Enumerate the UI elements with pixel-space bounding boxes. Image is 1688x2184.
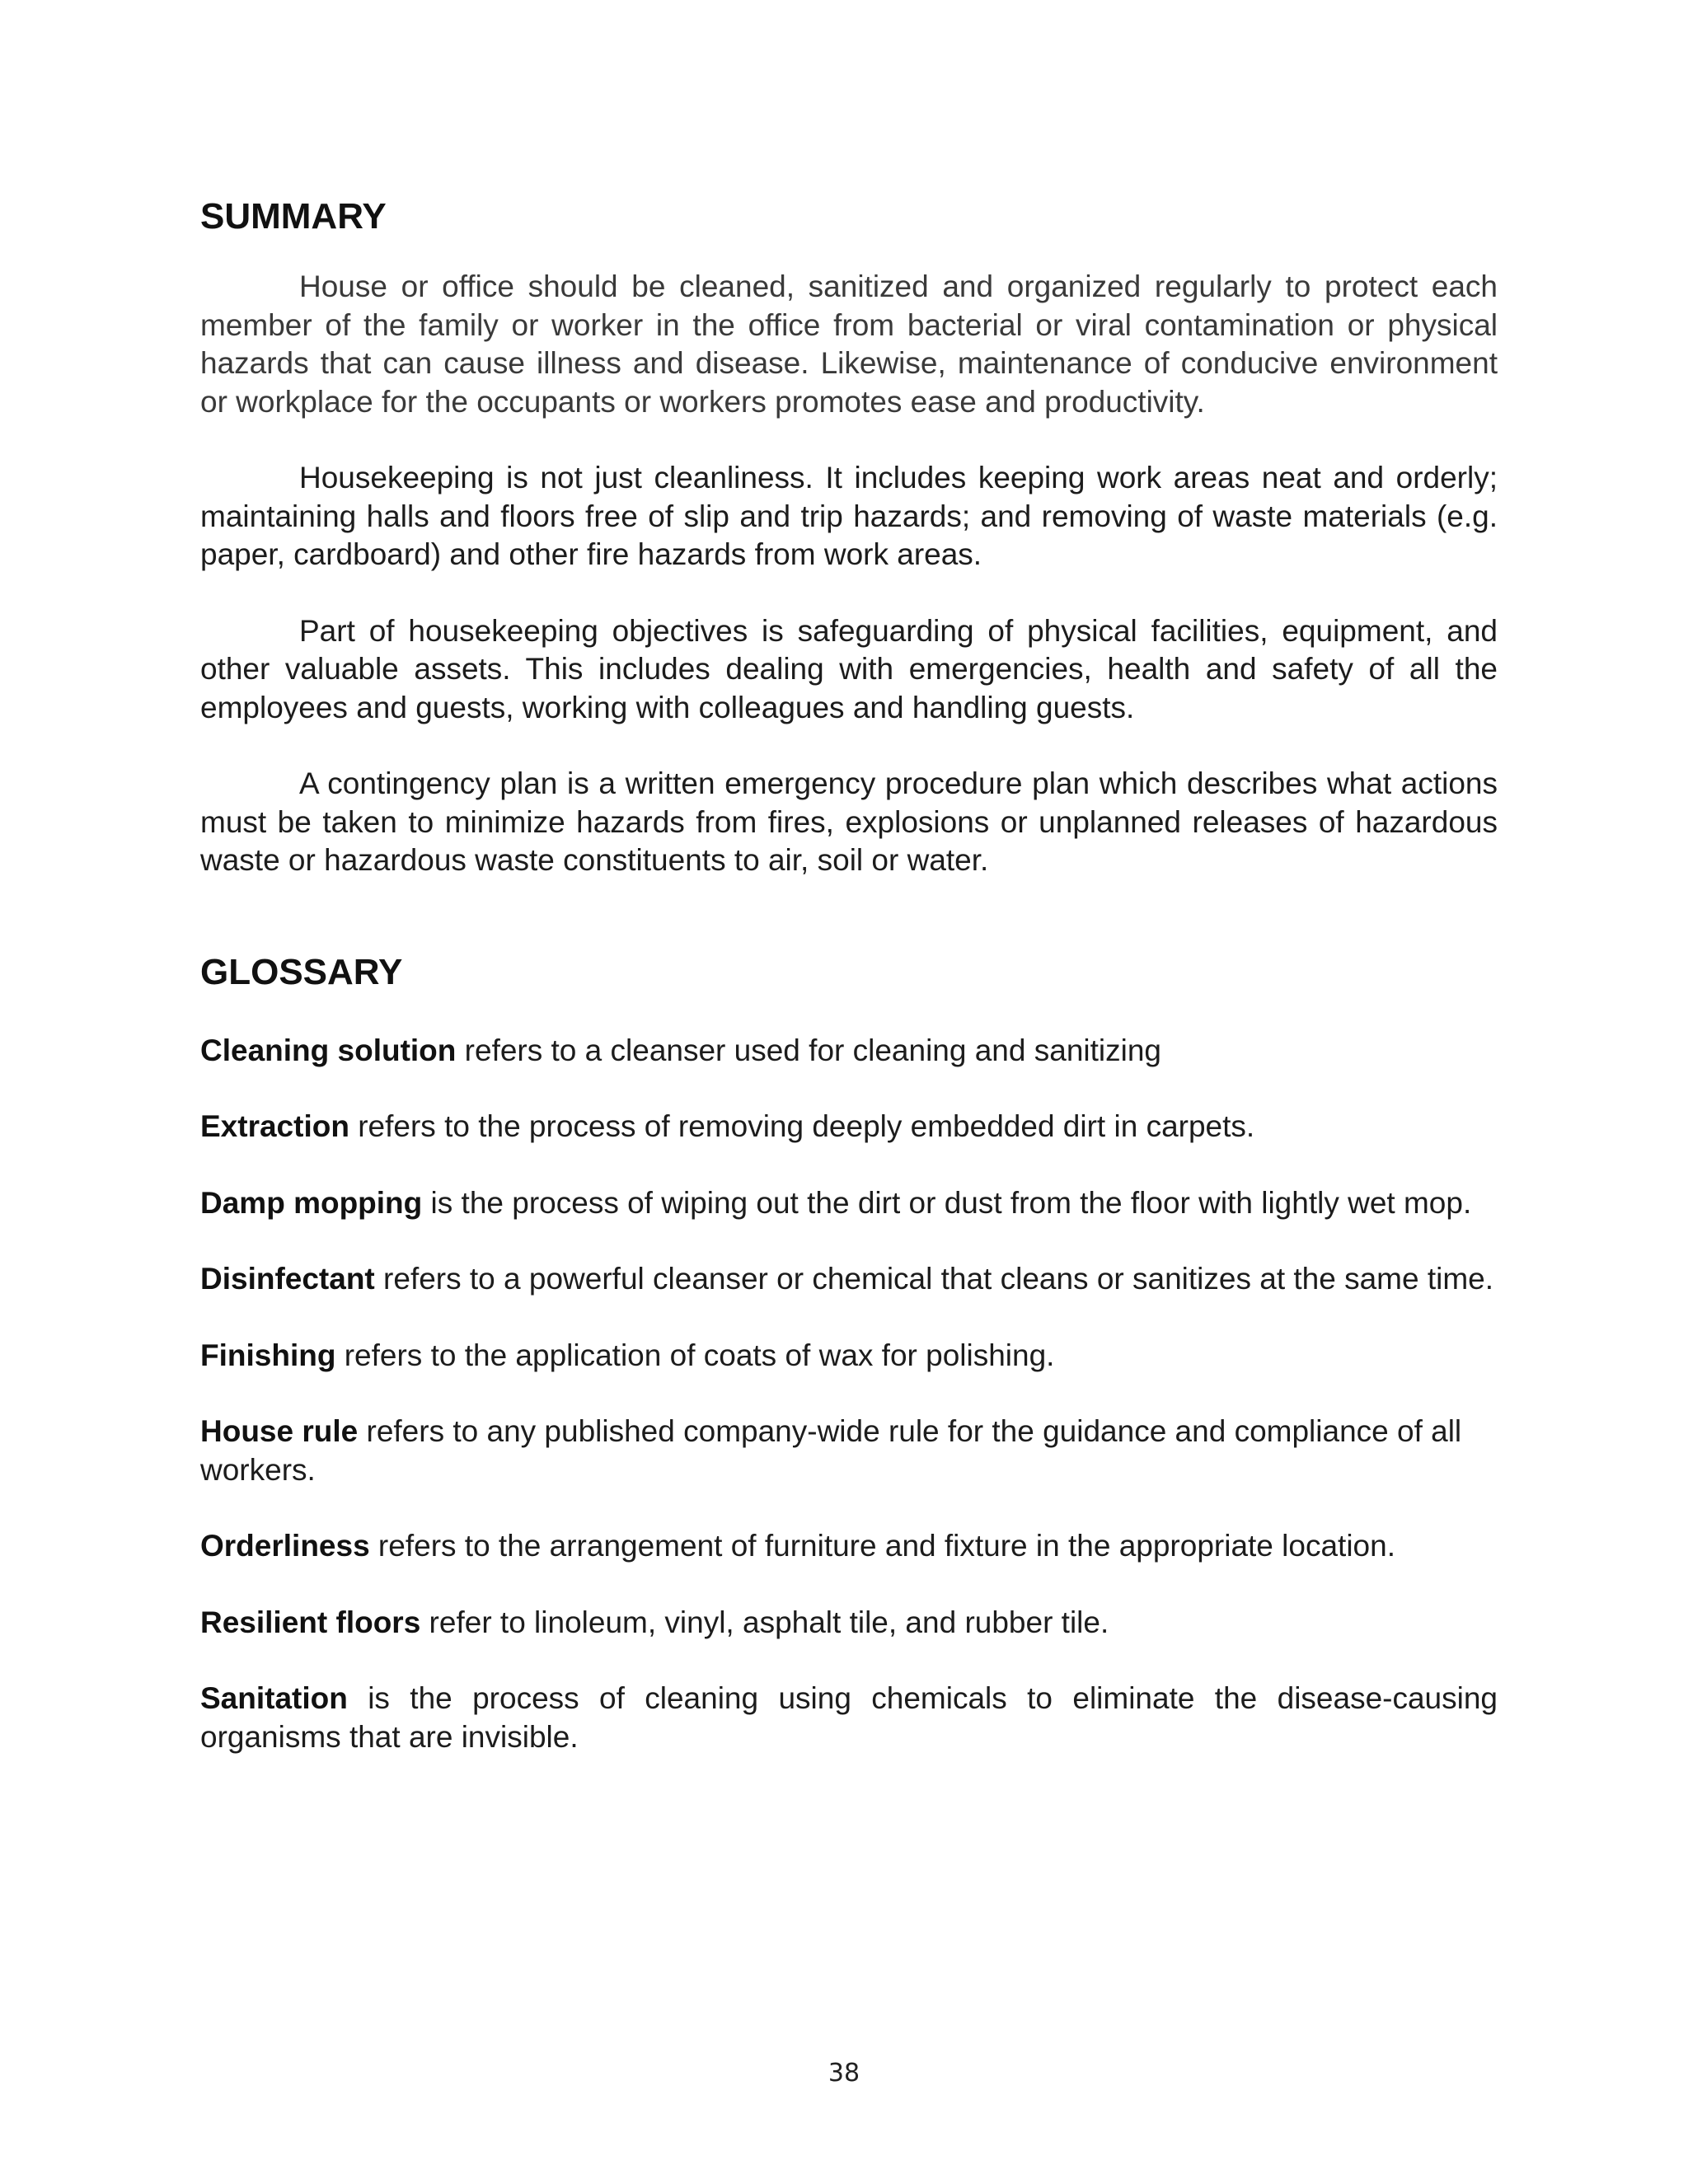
glossary-entry-extraction [200, 1108, 1498, 1146]
summary-heading: SUMMARY [200, 196, 387, 237]
glossary-definition: refers to a cleanser used for cleaning and sanitizing [456, 1033, 1161, 1067]
glossary-entry-house-rule [200, 1413, 1498, 1489]
page-number: 38 [828, 2059, 860, 2088]
glossary-term: Finishing [200, 1338, 336, 1372]
glossary-term: Resilient floors [200, 1605, 421, 1639]
glossary-definition: refers to the application of coats of wax for polishing. [335, 1338, 1055, 1372]
glossary-entry-orderliness [200, 1527, 1498, 1566]
glossary-entry-damp-mopping [200, 1184, 1498, 1223]
glossary-definition: refers to the arrangement of furniture and fixture in the appropriate location. [369, 1529, 1395, 1563]
glossary-entry-resilient-floors [200, 1604, 1498, 1643]
glossary-definition: refers to a powerful cleanser or chemical that cleans or sanitizes at the same time. [374, 1262, 1494, 1296]
glossary-entry-disinfectant [200, 1260, 1498, 1299]
summary-paragraph-3: Part of housekeeping objectives is safeguarding of physical facilities, equipment, and other valuable assets. This includes dealing with emergencies, health and safety of all the employees and guests, working with colleagues and handling guests. [200, 613, 1498, 724]
glossary-definition: is the process of cleaning using chemicals to eliminate the disease-causing organisms that are invisible. [200, 1681, 1498, 1754]
glossary-definition: refers to the process of removing deeply embedded dirt in carpets. [349, 1109, 1255, 1143]
page-content [200, 194, 1498, 1794]
glossary-definition: is the process of wiping out the dirt or dust from the floor with lightly wet mop. [422, 1185, 1472, 1220]
glossary-term: House rule [200, 1414, 359, 1448]
glossary-term: Orderliness [200, 1529, 370, 1563]
glossary-term: Cleaning solution [200, 1033, 457, 1067]
glossary-term: Disinfectant [200, 1262, 375, 1296]
glossary-term: Sanitation [200, 1681, 348, 1715]
summary-paragraph-2: Housekeeping is not just cleanliness. It includes keeping work areas neat and orderly; maintaining halls and floors free of slip and trip hazards; and removing of waste materials (e.g. paper, cardboard) and other fire hazards from work areas. [200, 461, 1498, 571]
summary-paragraph-1: House or office should be cleaned, sanitized and organized regularly to protect each member of the family or worker in the office from bacterial or viral contamination or physical hazards that can cause illness and disease. Likewise, maintenance of conducive environment or workplace for the occupants or workers promotes ease and productivity. [200, 269, 1498, 419]
glossary-entry-sanitation [200, 1680, 1498, 1756]
glossary-term: Extraction [200, 1109, 349, 1143]
glossary-definition: refers to any published company-wide rule for the guidance and compliance of all workers. [200, 1414, 1462, 1487]
glossary-term: Damp mopping [200, 1185, 423, 1220]
glossary-entry-cleaning-solution [200, 1032, 1498, 1071]
glossary-entry-finishing [200, 1337, 1498, 1376]
summary-paragraph-4: A contingency plan is a written emergency procedure plan which describes what actions must be taken to minimize hazards from fires, explosions or unplanned releases of hazardous waste or hazardous waste constituents to air, soil or water. [200, 766, 1498, 877]
glossary-heading: GLOSSARY [200, 951, 403, 992]
glossary-definition: refer to linoleum, vinyl, asphalt tile, and rubber tile. [420, 1605, 1109, 1639]
